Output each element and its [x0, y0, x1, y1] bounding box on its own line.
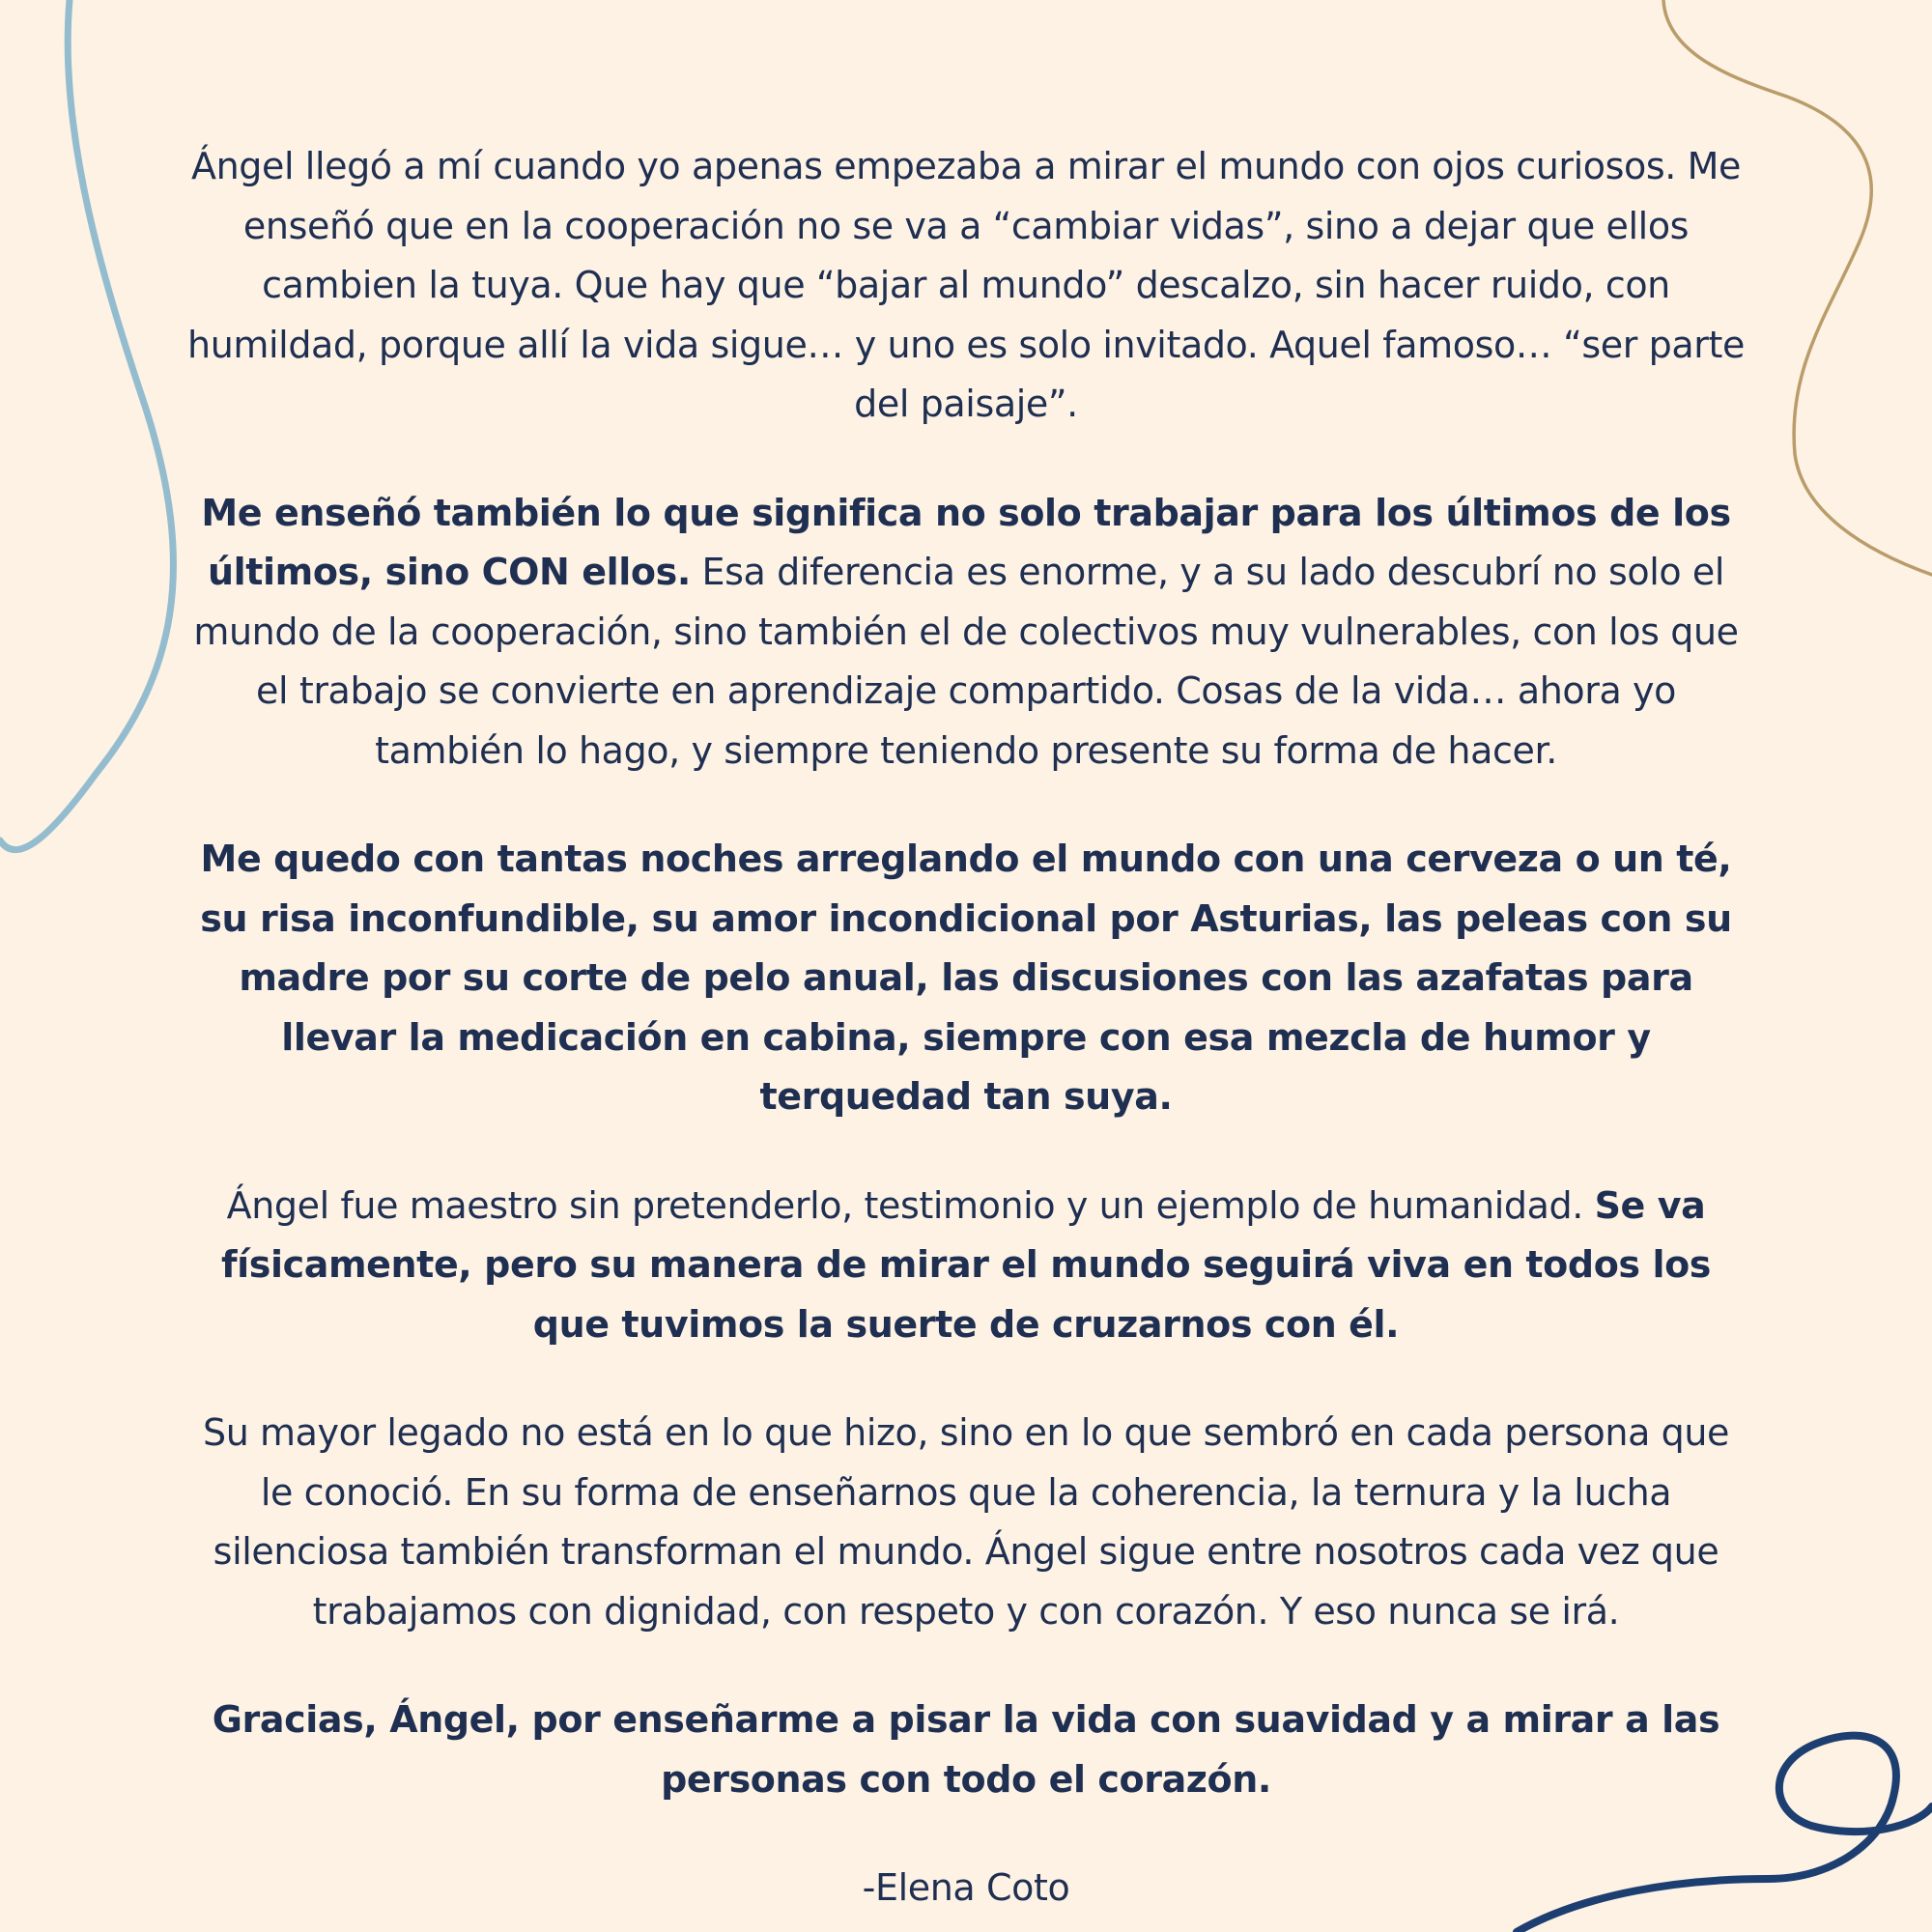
paragraph-2-text: Esa diferencia es enorme, y a su lado descubrí no solo el mundo de la cooperación, sino también el de colectivos muy vulnerables, con los que el trabajo se convierte en aprendizaje compartido. Cosas de la vida… ahora yo también lo hago, y siempre teniendo presente su forma de hacer.: [193, 551, 1739, 772]
paragraph-3: [184, 830, 1748, 1127]
paragraph-2-bold: Me enseñó también lo que significa no solo trabajar para los últimos de los últimos, sino CON ellos.: [201, 491, 1731, 593]
letter-body: [184, 137, 1748, 1932]
paragraph-5-text: Su mayor legado no está en lo que hizo, sino en lo que sembró en cada persona que le conoció. En su forma de enseñarnos que la coherencia, la ternura y la lucha silenciosa también transforman el mundo. Ángel sigue entre nosotros cada vez que trabajamos con dignidad, con respeto y con corazón. Y eso nunca se irá.: [202, 1411, 1730, 1633]
paragraph-4: [184, 1177, 1748, 1355]
paragraph-4-text: Ángel fue maestro sin pretenderlo, testimonio y un ejemplo de humanidad.: [226, 1183, 1595, 1227]
paragraph-6: [184, 1690, 1748, 1809]
left-blue-curve: [0, 0, 173, 850]
paragraph-2: [184, 484, 1748, 781]
signature-text: -Elena Coto: [862, 1866, 1070, 1909]
signature: [184, 1859, 1748, 1918]
paragraph-1-text: Ángel llegó a mí cuando yo apenas empezaba a mirar el mundo con ojos curiosos. Me enseñó que en la cooperación no se va a “cambiar vidas”, sino a dejar que ellos cambien la tuya. Que hay que “bajar al mundo” descalzo, sin hacer ruido, con humildad, porque allí la vida sigue… y uno es solo invitado. Aquel famoso… “ser parte del paisaje”.: [187, 145, 1745, 425]
paragraph-1: [184, 137, 1748, 435]
paragraph-3-bold: Me quedo con tantas noches arreglando el mundo con una cerveza o un té, su risa inconfundible, su amor incondicional por Asturias, las peleas con su madre por su corte de pelo anual, las discusiones con las azafatas para llevar la medicación en cabina, siempre con esa mezcla de humor y terquedad tan suya.: [200, 838, 1732, 1118]
paragraph-6-bold: Gracias, Ángel, por enseñarme a pisar la vida con suavidad y a mirar a las personas con todo el corazón.: [212, 1698, 1720, 1801]
paragraph-5: [184, 1404, 1748, 1641]
paragraph-4-bold: Se va físicamente, pero su manera de mirar el mundo seguirá viva en todos los que tuvimos la suerte de cruzarnos con él.: [220, 1183, 1711, 1346]
